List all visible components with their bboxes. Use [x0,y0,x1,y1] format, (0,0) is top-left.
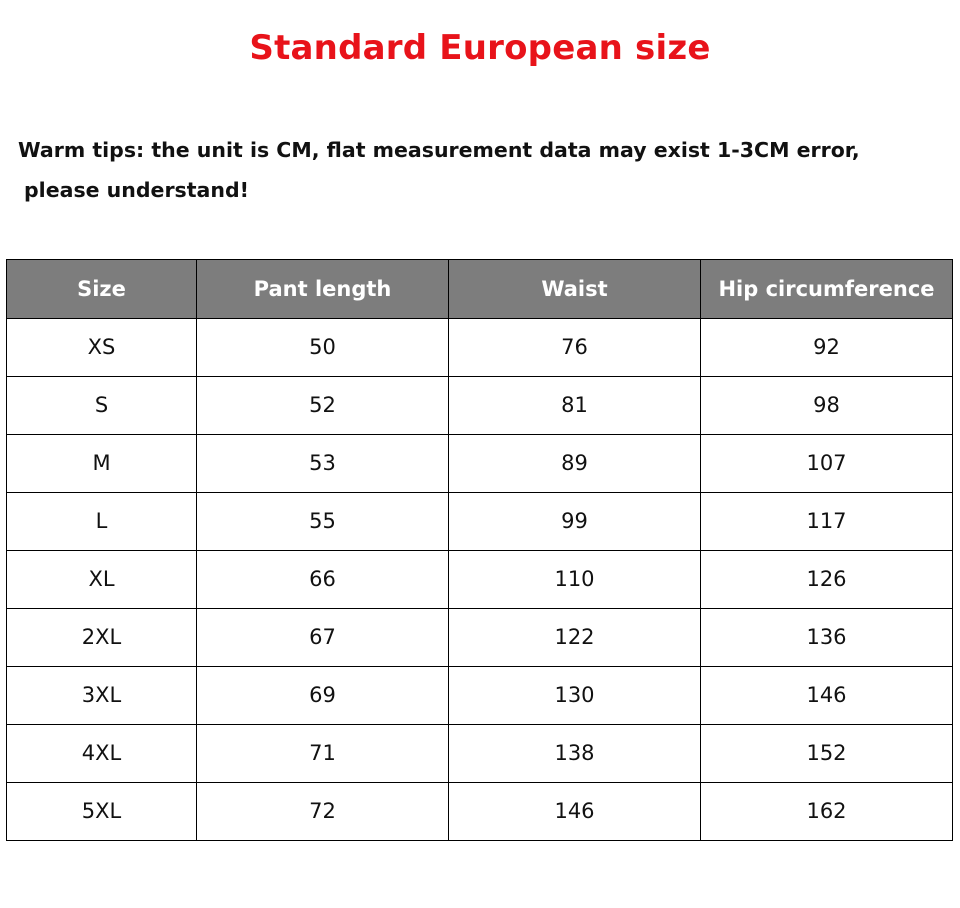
cell-waist: 146 [449,782,701,840]
table-row [7,318,953,376]
column-header-hip-circumference: Hip circumference [701,259,953,318]
table-body [7,318,953,840]
cell-pant-length: 66 [197,550,449,608]
cell-waist: 138 [449,724,701,782]
cell-waist: 130 [449,666,701,724]
cell-pant-length: 67 [197,608,449,666]
cell-size: 2XL [7,608,197,666]
cell-waist: 122 [449,608,701,666]
table-header [7,259,953,318]
cell-size: XL [7,550,197,608]
cell-waist: 99 [449,492,701,550]
cell-size: 3XL [7,666,197,724]
cell-pant-length: 72 [197,782,449,840]
size-table-container [0,259,960,841]
table-header-row [7,259,953,318]
cell-pant-length: 50 [197,318,449,376]
cell-waist: 89 [449,434,701,492]
column-header-waist: Waist [449,259,701,318]
table-row [7,376,953,434]
tips-line-2: please understand! [24,177,250,202]
cell-hip: 98 [701,376,953,434]
cell-size: M [7,434,197,492]
cell-pant-length: 53 [197,434,449,492]
cell-size: 4XL [7,724,197,782]
cell-hip: 136 [701,608,953,666]
cell-size: XS [7,318,197,376]
cell-waist: 110 [449,550,701,608]
table-row [7,434,953,492]
cell-waist: 81 [449,376,701,434]
table-row [7,666,953,724]
cell-size: 5XL [7,782,197,840]
footer-watermark [0,876,960,902]
size-table [6,259,953,841]
column-header-pant-length: Pant length [197,259,449,318]
cell-hip: 107 [701,434,953,492]
cell-size: L [7,492,197,550]
cell-hip: 152 [701,724,953,782]
cell-hip: 92 [701,318,953,376]
cell-hip: 126 [701,550,953,608]
table-row [7,608,953,666]
table-row [7,492,953,550]
cell-pant-length: 55 [197,492,449,550]
table-row [7,724,953,782]
cell-hip: 146 [701,666,953,724]
warning-tips [0,131,960,211]
table-row [7,550,953,608]
page-title: Standard European size [249,28,711,68]
cell-hip: 117 [701,492,953,550]
tips-line-1: Warm tips: the unit is CM, flat measurement data may exist 1-3CM error, [18,137,860,162]
cell-pant-length: 71 [197,724,449,782]
column-header-size: Size [7,259,197,318]
cell-waist: 76 [449,318,701,376]
cell-pant-length: 69 [197,666,449,724]
cell-size: S [7,376,197,434]
cell-pant-length: 52 [197,376,449,434]
cell-hip: 162 [701,782,953,840]
table-row [7,782,953,840]
